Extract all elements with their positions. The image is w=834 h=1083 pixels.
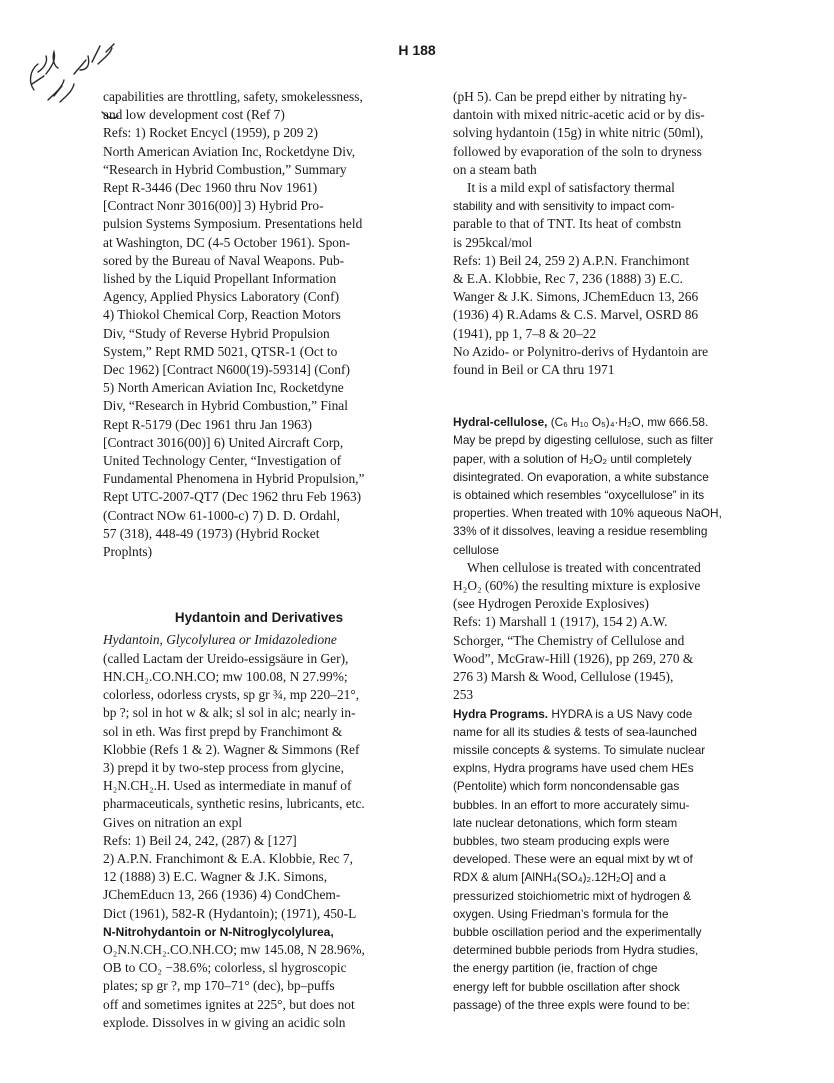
text-line: Fundamental Phenomena in Hybrid Propulsion,” — [103, 471, 365, 487]
text-line: When cellulose is treated with concentrated — [467, 559, 701, 575]
entry-heading-hydra-programs — [453, 705, 783, 723]
text-line: found in Beil or CA thru 1971 — [453, 362, 615, 378]
text-line: capabilities are throttling, safety, smokelessness, — [103, 89, 363, 104]
text-line: (1941), pp 1, 7–8 & 20–22 — [453, 325, 597, 341]
text-line: Schorger, “The Chemistry of Cellulose and — [453, 632, 685, 648]
text-line: H₂N.CH₂.H. Used as intermediate in manuf of — [103, 778, 352, 794]
text-line: bp ?; sol in hot w & alk; sl sol in alc; nearly in- — [103, 705, 356, 721]
text-line: 5) North American Aviation Inc, Rocketdyne — [103, 380, 344, 396]
text-line: 3) prepd it by two-step process from glycine, — [103, 759, 344, 775]
text-line: pressurized stoichiometric mixt of hydrogen & — [453, 888, 691, 903]
text-line: the energy partition (ie, fraction of chge — [453, 961, 658, 976]
text-line: Hydantoin, Glycolylurea or Imidazoledione — [103, 632, 337, 648]
text-line: (called Lactam der Ureido-essigsäure in Ger), — [103, 650, 349, 666]
text-line: parable to that of TNT. Its heat of combstn — [453, 216, 682, 232]
text-line: on a steam bath — [453, 161, 537, 177]
text-line: explode. Dissolves in w giving an acidic soln — [103, 1014, 346, 1030]
text-line: properties. When treated with 10% aqueous NaOH, — [453, 506, 722, 521]
text-line: sol in eth. Was first prepd by Franchimont & — [103, 723, 343, 739]
text-line: North American Aviation Inc, Rocketdyne Div, — [103, 143, 356, 159]
text-line: disintegrated. On evaporation, a white substance — [453, 469, 709, 484]
entry-first-line: HYDRA is a US Navy code — [548, 706, 693, 721]
text-line: sored by the Bureau of Naval Weapons. Pub- — [103, 252, 345, 268]
page-number: H 188 — [398, 42, 436, 58]
text-line: 4) Thiokol Chemical Corp, Reaction Motors — [103, 307, 341, 323]
section-heading-hydantoin: Hydantoin and Derivatives — [174, 610, 344, 626]
text-line: plates; sp gr ?, mp 170–71° (dec), bp–puffs — [103, 978, 335, 994]
text-line: (see Hydrogen Peroxide Explosives) — [453, 596, 649, 612]
text-line: Rept R-3446 (Dec 1960 thru Nov 1961) — [103, 180, 318, 196]
text-line: O₂N.N.CH₂.CO.NH.CO; mw 145.08, N 28.96%, — [103, 941, 365, 957]
text-line: (pH 5). Can be prepd either by nitrating hy- — [453, 89, 687, 104]
text-line: paper, with a solution of H₂O₂ until completely — [453, 451, 692, 466]
text-line: Rept UTC-2007-QT7 (Dec 1962 thru Feb 1963) — [103, 489, 362, 505]
text-line: bubble oscillation period and the experimentally — [453, 924, 702, 939]
text-line: (Pentolite) which form noncondensable gas — [453, 779, 680, 794]
text-line: at Washington, DC (4-5 October 1961). Spon- — [103, 234, 351, 250]
text-line: and low development cost (Ref 7) — [103, 107, 285, 123]
text-line: bubbles, two steam producing expls were — [453, 833, 670, 848]
text-line: 276 3) Marsh & Wood, Cellulose (1945), — [453, 669, 674, 685]
text-line: off and sometimes ignites at 225°, but does not — [103, 996, 355, 1012]
text-line: pharmaceuticals, synthetic resins, lubricants, etc. — [103, 796, 365, 812]
entry-heading-hydral-cellulose — [453, 413, 783, 431]
text-line: 57 (318), 448-49 (1973) (Hybrid Rocket — [103, 525, 320, 541]
entry-title: Hydra Programs. — [453, 706, 549, 721]
text-line: Dec 1962) [Contract N600(19)-59314] (Conf) — [103, 362, 350, 378]
entry-heading-nitrohydantoin: N-Nitrohydantoin or N-Nitroglycolylurea, — [103, 924, 334, 939]
text-line: Gives on nitration an expl — [103, 814, 243, 830]
text-line: 33% of it dissolves, leaving a residue resembling — [453, 524, 708, 539]
text-line: Refs: 1) Beil 24, 259 2) A.P.N. Franchimont — [453, 252, 690, 268]
text-line: 253 — [453, 687, 474, 703]
text-line: followed by evaporation of the soln to dryness — [453, 143, 702, 159]
text-line: explns, Hydra programs have used chem HEs — [453, 761, 694, 776]
text-line: Rept R-5179 (Dec 1961 thru Jan 1963) — [103, 416, 313, 432]
text-line: is 295kcal/mol — [453, 234, 533, 250]
text-line: HN.CH₂.CO.NH.CO; mw 100.08, N 27.99%; — [103, 668, 348, 684]
text-line: is obtained which resembles “oxycellulose” in its — [453, 488, 705, 503]
text-line: May be prepd by digesting cellulose, such as filter — [453, 433, 714, 448]
text-line: [Contract 3016(00)] 6) United Aircraft Corp, — [103, 434, 344, 450]
text-line: (1936) 4) R.Adams & C.S. Marvel, OSRD 86 — [453, 307, 699, 323]
text-line: solving hydantoin (15g) in white nitric (50ml), — [453, 125, 704, 141]
text-line: No Azido- or Polynitro-derivs of Hydantoin are — [453, 343, 709, 359]
text-line: Refs: 1) Beil 24, 242, (287) & [127] — [103, 832, 297, 848]
text-line: late nuclear detonations, which form steam — [453, 815, 678, 830]
text-line: Agency, Applied Physics Laboratory (Conf) — [103, 289, 340, 305]
text-line: JChemEducn 13, 266 (1936) 4) CondChem- — [103, 887, 341, 903]
text-line: Dict (1961), 582-R (Hydantoin); (1971), 450-L — [103, 905, 357, 921]
text-line: Proplnts) — [103, 544, 153, 560]
text-line: [Contract Nonr 3016(00)] 3) Hybrid Pro- — [103, 198, 324, 214]
text-line: Div, “Research in Hybrid Combustion,” Final — [103, 398, 348, 414]
text-line: stability and with sensitivity to impact com- — [453, 199, 675, 214]
text-line: lished by the Liquid Propellant Information — [103, 271, 337, 287]
text-line: Wanger & J.K. Simons, JChemEducn 13, 266 — [453, 289, 699, 305]
text-line: OB to CO₂ −38.6%; colorless, sl hygroscopic — [103, 960, 347, 976]
text-line: bubbles. In an effort to more accurately simu- — [453, 797, 690, 812]
left-column — [103, 88, 415, 1032]
text-line: (Contract NOw 61-1000-c) 7) D. D. Ordahl, — [103, 507, 340, 523]
entry-title: Hydral-cellulose, — [453, 415, 548, 430]
text-line: cellulose — [453, 542, 499, 557]
text-line: determined bubble periods from Hydra studies, — [453, 943, 699, 958]
right-column — [453, 88, 783, 1014]
text-line: Wood”, McGraw-Hill (1926), pp 269, 270 & — [453, 650, 694, 666]
entry-formula: (C₆ H₁₀ O₅)₄·H₂O, mw 666.58. — [547, 415, 709, 430]
text-line: energy left for bubble oscillation after shock — [453, 979, 680, 994]
text-line: United Technology Center, “Investigation of — [103, 453, 342, 469]
text-line: name for all its studies & tests of sea-launched — [453, 724, 697, 739]
text-line: passage) of the three expls were found to be: — [453, 997, 690, 1012]
text-line: & E.A. Klobbie, Rec 7, 236 (1888) 3) E.C. — [453, 271, 683, 287]
text-line: developed. These were an equal mixt by wt of — [453, 852, 693, 867]
text-line: oxygen. Using Friedman’s formula for the — [453, 906, 669, 921]
text-line: 12 (1888) 3) E.C. Wagner & J.K. Simons, — [103, 869, 328, 885]
text-line: H₂O₂ (60%) the resulting mixture is explosive — [453, 578, 701, 594]
text-line: dantoin with mixed nitric-acetic acid or by dis- — [453, 107, 705, 123]
text-line: System,” Rept RMD 5021, QTSR-1 (Oct to — [103, 343, 338, 359]
text-line: colorless, odorless crysts, sp gr ¾, mp 220–21°, — [103, 687, 360, 703]
text-line: Refs: 1) Rocket Encycl (1959), p 209 2) — [103, 125, 318, 141]
text-line: RDX & alum [AlNH₄(SO₄)₂.12H₂O] and a — [453, 870, 666, 885]
text-line: missile concepts & systems. To simulate nuclear — [453, 742, 706, 757]
text-line: It is a mild expl of satisfactory thermal — [467, 180, 675, 196]
text-line: Klobbie (Refs 1 & 2). Wagner & Simmons (Ref — [103, 741, 360, 757]
text-line: Div, “Study of Reverse Hybrid Propulsion — [103, 325, 330, 341]
text-line: Refs: 1) Marshall 1 (1917), 154 2) A.W. — [453, 614, 668, 630]
text-line: “Research in Hybrid Combustion,” Summary — [103, 161, 347, 177]
text-line: 2) A.P.N. Franchimont & E.A. Klobbie, Rec 7, — [103, 850, 353, 866]
text-line: pulsion Systems Symposium. Presentations held — [103, 216, 363, 232]
